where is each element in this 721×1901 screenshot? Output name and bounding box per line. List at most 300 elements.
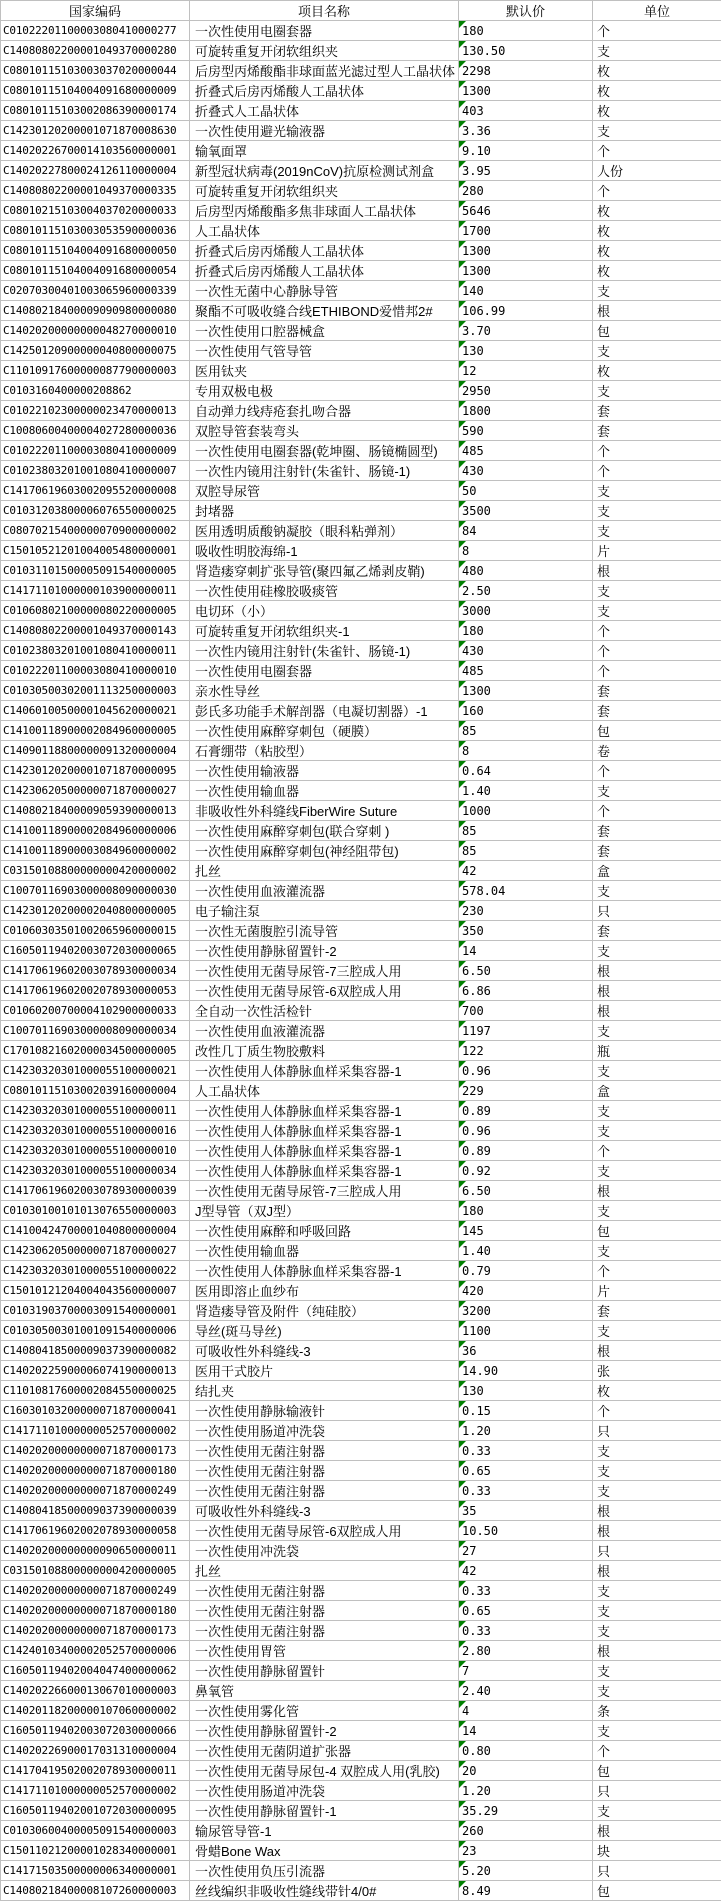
cell-national-code[interactable]: C14080802200001049370000280 [1,41,190,61]
cell-national-code[interactable]: C14230120200002040800000005 [1,901,190,921]
cell-default-price[interactable] [459,1421,593,1441]
cell-item-name[interactable]: 双腔导尿管 [190,481,459,501]
cell-item-name[interactable]: 医用透明质酸钠凝胶（眼科粘弹剂） [190,521,459,541]
cell-unit[interactable]: 个 [593,141,721,161]
cell-default-price[interactable] [459,1541,593,1561]
cell-item-name[interactable]: 电切环（小） [190,601,459,621]
cell-default-price[interactable] [459,821,593,841]
cell-default-price[interactable] [459,1741,593,1761]
cell-unit[interactable]: 盒 [593,1081,721,1101]
cell-item-name[interactable]: 一次性使用麻醉穿刺包(联合穿刺 ) [190,821,459,841]
cell-item-name[interactable]: 一次性使用静脉留置针-2 [190,941,459,961]
cell-default-price[interactable] [459,461,593,481]
cell-item-name[interactable]: 一次性内镜用注射针(朱雀针、肠镜-1) [190,641,459,661]
cell-unit[interactable]: 包 [593,321,721,341]
cell-national-code[interactable]: C11010817600002084550000025 [1,1381,190,1401]
cell-unit[interactable]: 只 [593,1541,721,1561]
cell-national-code[interactable]: C14020200000000090650000011 [1,1541,190,1561]
cell-national-code[interactable]: C14020227800024126110000004 [1,161,190,181]
cell-unit[interactable]: 套 [593,921,721,941]
cell-item-name[interactable]: 一次性使用无菌导尿管-6双腔成人用 [190,981,459,1001]
cell-default-price[interactable] [459,481,593,501]
cell-unit[interactable]: 根 [593,1641,721,1661]
cell-default-price[interactable] [459,1761,593,1781]
cell-national-code[interactable]: C14020226900017031310000004 [1,1741,190,1761]
cell-default-price[interactable] [459,1301,593,1321]
cell-item-name[interactable]: 可旋转重复开闭软组织夹 [190,181,459,201]
cell-default-price[interactable] [459,1581,593,1601]
cell-item-name[interactable]: 非吸收性外科缝线FiberWire Suture [190,801,459,821]
cell-national-code[interactable]: C14020200000000071870000173 [1,1441,190,1461]
cell-unit[interactable]: 包 [593,1221,721,1241]
cell-item-name[interactable]: 亲水性导丝 [190,681,459,701]
cell-unit[interactable]: 套 [593,681,721,701]
cell-default-price[interactable] [459,1641,593,1661]
cell-unit[interactable]: 支 [593,1321,721,1341]
cell-unit[interactable]: 支 [593,1461,721,1481]
cell-item-name[interactable]: 医用即溶止血纱布 [190,1281,459,1301]
cell-default-price[interactable] [459,361,593,381]
cell-unit[interactable]: 枚 [593,221,721,241]
cell-national-code[interactable]: C14230620500000071870000027 [1,1241,190,1261]
cell-item-name[interactable]: 一次性使用静脉留置针-2 [190,1721,459,1741]
cell-unit[interactable]: 根 [593,301,721,321]
cell-unit[interactable]: 支 [593,41,721,61]
cell-national-code[interactable]: C01031101500005091540000005 [1,561,190,581]
cell-default-price[interactable] [459,1861,593,1881]
cell-unit[interactable]: 根 [593,1341,721,1361]
cell-national-code[interactable]: C14080802200001049370000143 [1,621,190,641]
cell-item-name[interactable]: 骨蜡Bone Wax [190,1841,459,1861]
cell-item-name[interactable]: 自动弹力线痔疮套扎吻合器 [190,401,459,421]
cell-unit[interactable]: 个 [593,641,721,661]
cell-national-code[interactable]: C14020225900006074190000013 [1,1361,190,1381]
cell-unit[interactable]: 只 [593,901,721,921]
cell-national-code[interactable]: C08010115103003053590000036 [1,221,190,241]
cell-item-name[interactable]: 一次性使用胃管 [190,1641,459,1661]
cell-item-name[interactable]: 一次性使用口腔器械盒 [190,321,459,341]
cell-unit[interactable]: 根 [593,1001,721,1021]
cell-item-name[interactable]: 一次性使用人体静脉血样采集容器-1 [190,1261,459,1281]
cell-national-code[interactable]: C08070215400000070900000002 [1,521,190,541]
cell-item-name[interactable]: 一次性使用气管导管 [190,341,459,361]
cell-default-price[interactable] [459,1041,593,1061]
cell-default-price[interactable] [459,1121,593,1141]
cell-default-price[interactable] [459,1201,593,1221]
cell-default-price[interactable] [459,1221,593,1241]
cell-national-code[interactable]: C08010115103002086390000174 [1,101,190,121]
cell-item-name[interactable]: 一次性使用硅橡胶吸痰管 [190,581,459,601]
cell-unit[interactable]: 个 [593,441,721,461]
cell-unit[interactable]: 套 [593,421,721,441]
cell-unit[interactable]: 根 [593,561,721,581]
cell-unit[interactable]: 根 [593,981,721,1001]
cell-national-code[interactable]: C01023803201001080410000007 [1,461,190,481]
cell-default-price[interactable] [459,241,593,261]
cell-item-name[interactable]: 一次性使用静脉留置针-1 [190,1801,459,1821]
cell-item-name[interactable]: 扎丝 [190,861,459,881]
cell-national-code[interactable]: C11010917600000087790000003 [1,361,190,381]
cell-national-code[interactable]: C14080218400009059390000013 [1,801,190,821]
cell-item-name[interactable]: 彭氏多功能手术解剖器（电凝切割器）-1 [190,701,459,721]
cell-national-code[interactable]: C14020200000000048270000010 [1,321,190,341]
cell-default-price[interactable] [459,1101,593,1121]
cell-default-price[interactable] [459,761,593,781]
cell-unit[interactable]: 根 [593,1501,721,1521]
cell-default-price[interactable] [459,1001,593,1021]
cell-item-name[interactable]: 一次性使用电圈套器 [190,21,459,41]
cell-national-code[interactable]: C14230620500000071870000027 [1,781,190,801]
cell-item-name[interactable]: 一次性使用肠道冲洗袋 [190,1421,459,1441]
cell-unit[interactable]: 个 [593,1741,721,1761]
cell-unit[interactable]: 个 [593,1141,721,1161]
cell-national-code[interactable]: C01030100101013076550000003 [1,1201,190,1221]
cell-item-name[interactable]: 后房型丙烯酸酯多焦非球面人工晶状体 [190,201,459,221]
cell-default-price[interactable] [459,401,593,421]
cell-default-price[interactable] [459,1081,593,1101]
cell-item-name[interactable]: 一次性使用麻醉穿刺包（硬膜） [190,721,459,741]
column-header-code[interactable]: 国家编码 [1,1,190,21]
cell-unit[interactable]: 支 [593,1621,721,1641]
cell-item-name[interactable]: 一次性内镜用注射针(朱雀针、肠镜-1) [190,461,459,481]
cell-unit[interactable]: 支 [593,121,721,141]
cell-national-code[interactable]: C14170619602003078930000039 [1,1181,190,1201]
cell-national-code[interactable]: C14080418500009037390000039 [1,1501,190,1521]
cell-default-price[interactable] [459,681,593,701]
cell-item-name[interactable]: 石膏绷带（粘胶型） [190,741,459,761]
cell-national-code[interactable]: C14020226700014103560000001 [1,141,190,161]
cell-item-name[interactable]: 专用双极电极 [190,381,459,401]
cell-default-price[interactable] [459,1701,593,1721]
cell-unit[interactable]: 支 [593,1061,721,1081]
cell-unit[interactable]: 张 [593,1361,721,1381]
cell-national-code[interactable]: C14020200000000071870000180 [1,1461,190,1481]
cell-unit[interactable]: 支 [593,941,721,961]
cell-national-code[interactable]: C10070116903000008090000034 [1,1021,190,1041]
cell-item-name[interactable]: 可吸收性外科缝线-3 [190,1341,459,1361]
cell-default-price[interactable] [459,321,593,341]
cell-unit[interactable]: 只 [593,1781,721,1801]
cell-national-code[interactable]: C01060802100000080220000005 [1,601,190,621]
cell-item-name[interactable]: 一次性无菌中心静脉导管 [190,281,459,301]
cell-item-name[interactable]: 医用干式胶片 [190,1361,459,1381]
cell-national-code[interactable]: C14100424700001040800000004 [1,1221,190,1241]
cell-item-name[interactable]: 一次性无菌腹腔引流导管 [190,921,459,941]
cell-default-price[interactable] [459,1321,593,1341]
cell-default-price[interactable] [459,1521,593,1541]
cell-national-code[interactable]: C16030103200000071870000041 [1,1401,190,1421]
cell-default-price[interactable] [459,1141,593,1161]
cell-national-code[interactable]: C15010121204004043560000007 [1,1281,190,1301]
cell-item-name[interactable]: 输尿管导管-1 [190,1821,459,1841]
cell-national-code[interactable]: C14100118900002084960000006 [1,821,190,841]
cell-national-code[interactable]: C14080218400009090980000080 [1,301,190,321]
cell-default-price[interactable] [459,1341,593,1361]
cell-national-code[interactable]: C14230320301000055100000034 [1,1161,190,1181]
cell-default-price[interactable] [459,421,593,441]
cell-unit[interactable]: 片 [593,541,721,561]
cell-unit[interactable]: 支 [593,1681,721,1701]
cell-item-name[interactable]: J型导管（双J型） [190,1201,459,1221]
cell-item-name[interactable]: 一次性使用无菌导尿管-7三腔成人用 [190,1181,459,1201]
cell-unit[interactable]: 瓶 [593,1041,721,1061]
cell-item-name[interactable]: 一次性使用输血器 [190,781,459,801]
cell-national-code[interactable]: C14240103400002052570000006 [1,1641,190,1661]
cell-default-price[interactable] [459,41,593,61]
cell-default-price[interactable] [459,1261,593,1281]
cell-unit[interactable]: 盒 [593,861,721,881]
cell-default-price[interactable] [459,781,593,801]
cell-unit[interactable]: 支 [593,1121,721,1141]
cell-default-price[interactable] [459,1841,593,1861]
cell-unit[interactable]: 枚 [593,201,721,221]
cell-national-code[interactable]: C0103160400000208862 [1,381,190,401]
cell-national-code[interactable]: C14090118800000091320000004 [1,741,190,761]
cell-default-price[interactable] [459,221,593,241]
cell-national-code[interactable]: C17010821602000034500000005 [1,1041,190,1061]
cell-default-price[interactable] [459,1061,593,1081]
cell-national-code[interactable]: C14170619603002095520000008 [1,481,190,501]
cell-item-name[interactable]: 肾造瘘导管及附件（纯硅胶） [190,1301,459,1321]
cell-default-price[interactable] [459,381,593,401]
cell-national-code[interactable]: C02070300401003065960000339 [1,281,190,301]
cell-item-name[interactable]: 新型冠状病毒(2019nCoV)抗原检测试剂盒 [190,161,459,181]
cell-national-code[interactable]: C08010115103003037020000044 [1,61,190,81]
cell-national-code[interactable]: C14060100500001045620000021 [1,701,190,721]
cell-default-price[interactable] [459,601,593,621]
cell-national-code[interactable]: C14170619602002078930000058 [1,1521,190,1541]
cell-default-price[interactable] [459,961,593,981]
cell-national-code[interactable]: C15010521201004005480000001 [1,541,190,561]
cell-national-code[interactable]: C14230120200001071870008630 [1,121,190,141]
cell-national-code[interactable]: C14230320301000055100000021 [1,1061,190,1081]
cell-unit[interactable]: 只 [593,1861,721,1881]
cell-default-price[interactable] [459,61,593,81]
cell-national-code[interactable]: C14080218400008107260000003 [1,1881,190,1901]
cell-item-name[interactable]: 双腔导管套装弯头 [190,421,459,441]
cell-item-name[interactable]: 一次性使用无菌注射器 [190,1621,459,1641]
cell-item-name[interactable]: 聚酯不可吸收缝合线ETHIBOND爱惜邦2# [190,301,459,321]
cell-default-price[interactable] [459,921,593,941]
cell-unit[interactable]: 支 [593,1161,721,1181]
cell-default-price[interactable] [459,941,593,961]
cell-item-name[interactable]: 一次性使用输血器 [190,1241,459,1261]
cell-default-price[interactable] [459,341,593,361]
cell-item-name[interactable]: 一次性使用输液器 [190,761,459,781]
cell-item-name[interactable]: 吸收性明胶海绵-1 [190,541,459,561]
cell-unit[interactable]: 个 [593,661,721,681]
cell-national-code[interactable]: C01030500301001091540000006 [1,1321,190,1341]
cell-default-price[interactable] [459,1361,593,1381]
cell-national-code[interactable]: C14020118200000107060000002 [1,1701,190,1721]
cell-unit[interactable]: 个 [593,1261,721,1281]
cell-item-name[interactable]: 一次性使用人体静脉血样采集容器-1 [190,1101,459,1121]
cell-item-name[interactable]: 一次性使用雾化管 [190,1701,459,1721]
cell-default-price[interactable] [459,1461,593,1481]
cell-item-name[interactable]: 肾造瘘穿刺扩张导管(聚四氟乙烯剥皮鞘) [190,561,459,581]
cell-item-name[interactable]: 一次性使用血液灌流器 [190,1021,459,1041]
cell-item-name[interactable]: 可旋转重复开闭软组织夹-1 [190,621,459,641]
cell-item-name[interactable]: 折叠式后房丙烯酸人工晶状体 [190,261,459,281]
cell-unit[interactable]: 支 [593,381,721,401]
cell-unit[interactable]: 个 [593,761,721,781]
cell-default-price[interactable] [459,861,593,881]
cell-national-code[interactable]: C16050119402003072030000066 [1,1721,190,1741]
cell-national-code[interactable]: C14170419502002078930000011 [1,1761,190,1781]
cell-unit[interactable]: 个 [593,801,721,821]
cell-unit[interactable]: 个 [593,21,721,41]
cell-unit[interactable]: 支 [593,1201,721,1221]
column-header-price[interactable]: 默认价 [459,1,593,21]
cell-national-code[interactable]: C14020200000000071870000249 [1,1581,190,1601]
cell-default-price[interactable] [459,661,593,681]
cell-default-price[interactable] [459,21,593,41]
cell-unit[interactable]: 个 [593,621,721,641]
cell-national-code[interactable]: C16050119402004047400000062 [1,1661,190,1681]
cell-item-name[interactable]: 一次性使用无菌注射器 [190,1581,459,1601]
cell-default-price[interactable] [459,1821,593,1841]
cell-default-price[interactable] [459,301,593,321]
cell-national-code[interactable]: C01022201100003080410000277 [1,21,190,41]
cell-default-price[interactable] [459,1881,593,1901]
cell-item-name[interactable]: 一次性使用负压引流器 [190,1861,459,1881]
cell-unit[interactable]: 个 [593,181,721,201]
cell-default-price[interactable] [459,441,593,461]
cell-item-name[interactable]: 折叠式后房丙烯酸人工晶状体 [190,241,459,261]
cell-unit[interactable]: 支 [593,281,721,301]
cell-default-price[interactable] [459,1021,593,1041]
cell-default-price[interactable] [459,1481,593,1501]
cell-unit[interactable]: 支 [593,881,721,901]
cell-national-code[interactable]: C14230320301000055100000016 [1,1121,190,1141]
cell-unit[interactable]: 根 [593,1561,721,1581]
cell-item-name[interactable]: 折叠式后房丙烯酸人工晶状体 [190,81,459,101]
column-header-name[interactable]: 项目名称 [190,1,459,21]
cell-default-price[interactable] [459,621,593,641]
cell-item-name[interactable]: 一次性使用无菌导尿管-7三腔成人用 [190,961,459,981]
cell-unit[interactable]: 枚 [593,241,721,261]
cell-default-price[interactable] [459,1241,593,1261]
cell-national-code[interactable]: C10080600400004027280000036 [1,421,190,441]
cell-item-name[interactable]: 一次性使用人体静脉血样采集容器-1 [190,1061,459,1081]
cell-national-code[interactable]: C08010115104004091680000054 [1,261,190,281]
cell-item-name[interactable]: 一次性使用无菌阴道扩张器 [190,1741,459,1761]
cell-default-price[interactable] [459,541,593,561]
cell-unit[interactable]: 个 [593,461,721,481]
cell-item-name[interactable]: 全自动一次性活检针 [190,1001,459,1021]
cell-default-price[interactable] [459,1501,593,1521]
cell-national-code[interactable]: C14171101000000103900000011 [1,581,190,601]
cell-unit[interactable]: 支 [593,601,721,621]
cell-item-name[interactable]: 一次性使用电圈套器 [190,661,459,681]
cell-default-price[interactable] [459,901,593,921]
cell-national-code[interactable]: C01030500302001113250000003 [1,681,190,701]
cell-item-name[interactable]: 一次性使用人体静脉血样采集容器-1 [190,1141,459,1161]
cell-default-price[interactable] [459,1381,593,1401]
cell-unit[interactable]: 支 [593,1601,721,1621]
cell-unit[interactable]: 套 [593,401,721,421]
cell-item-name[interactable]: 一次性使用静脉留置针 [190,1661,459,1681]
cell-national-code[interactable]: C16050119402001072030000095 [1,1801,190,1821]
cell-unit[interactable]: 条 [593,1701,721,1721]
cell-unit[interactable]: 根 [593,961,721,981]
cell-national-code[interactable]: C01023803201001080410000011 [1,641,190,661]
cell-unit[interactable]: 枚 [593,61,721,81]
cell-default-price[interactable] [459,1441,593,1461]
cell-national-code[interactable]: C08010115103002039160000004 [1,1081,190,1101]
cell-default-price[interactable] [459,1161,593,1181]
cell-unit[interactable]: 个 [593,1401,721,1421]
cell-national-code[interactable]: C14100118900002084960000005 [1,721,190,741]
cell-item-name[interactable]: 人工晶状体 [190,221,459,241]
cell-national-code[interactable]: C10070116903000008090000030 [1,881,190,901]
cell-item-name[interactable]: 一次性使用无菌导尿包-4 双腔成人用(乳胶) [190,1761,459,1781]
cell-national-code[interactable]: C01031203800006076550000025 [1,501,190,521]
cell-national-code[interactable]: C01060200700004102900000033 [1,1001,190,1021]
cell-item-name[interactable]: 一次性使用血液灌流器 [190,881,459,901]
cell-unit[interactable]: 支 [593,1661,721,1681]
cell-unit[interactable]: 人份 [593,161,721,181]
cell-unit[interactable]: 包 [593,1761,721,1781]
cell-unit[interactable]: 卷 [593,741,721,761]
cell-national-code[interactable]: C14250120900000040800000075 [1,341,190,361]
cell-national-code[interactable]: C14171101000000052570000002 [1,1781,190,1801]
cell-default-price[interactable] [459,201,593,221]
cell-item-name[interactable]: 导丝(斑马导丝) [190,1321,459,1341]
cell-item-name[interactable]: 人工晶状体 [190,1081,459,1101]
cell-item-name[interactable]: 可旋转重复开闭软组织夹 [190,41,459,61]
cell-default-price[interactable] [459,281,593,301]
cell-item-name[interactable]: 一次性使用无菌注射器 [190,1601,459,1621]
cell-unit[interactable]: 根 [593,1181,721,1201]
cell-item-name[interactable]: 一次性使用静脉输液针 [190,1401,459,1421]
cell-unit[interactable]: 只 [593,1421,721,1441]
cell-unit[interactable]: 支 [593,341,721,361]
cell-national-code[interactable]: C08010115104004091680000050 [1,241,190,261]
cell-default-price[interactable] [459,501,593,521]
cell-unit[interactable]: 根 [593,1521,721,1541]
cell-default-price[interactable] [459,581,593,601]
cell-default-price[interactable] [459,741,593,761]
cell-national-code[interactable]: C14170619602002078930000053 [1,981,190,1001]
cell-item-name[interactable]: 封堵器 [190,501,459,521]
cell-unit[interactable]: 枚 [593,1381,721,1401]
cell-unit[interactable]: 支 [593,1021,721,1041]
cell-default-price[interactable] [459,1781,593,1801]
cell-item-name[interactable]: 一次性使用肠道冲洗袋 [190,1781,459,1801]
cell-default-price[interactable] [459,101,593,121]
cell-default-price[interactable] [459,981,593,1001]
cell-national-code[interactable]: C14020200000000071870000180 [1,1601,190,1621]
cell-default-price[interactable] [459,721,593,741]
cell-default-price[interactable] [459,121,593,141]
cell-item-name[interactable]: 改性几丁质生物胶敷料 [190,1041,459,1061]
cell-default-price[interactable] [459,1181,593,1201]
cell-default-price[interactable] [459,1661,593,1681]
cell-national-code[interactable]: C14080802200001049370000335 [1,181,190,201]
cell-item-name[interactable]: 电子输注泵 [190,901,459,921]
cell-default-price[interactable] [459,641,593,661]
cell-item-name[interactable]: 一次性使用无菌导尿管-6双腔成人用 [190,1521,459,1541]
cell-unit[interactable]: 支 [593,581,721,601]
cell-unit[interactable]: 支 [593,1441,721,1461]
cell-unit[interactable]: 支 [593,501,721,521]
cell-unit[interactable]: 支 [593,1801,721,1821]
cell-national-code[interactable]: C14171503500000006340000001 [1,1861,190,1881]
cell-unit[interactable]: 支 [593,1581,721,1601]
cell-national-code[interactable]: C03150108800000000420000002 [1,861,190,881]
cell-national-code[interactable]: C14170619602003078930000034 [1,961,190,981]
